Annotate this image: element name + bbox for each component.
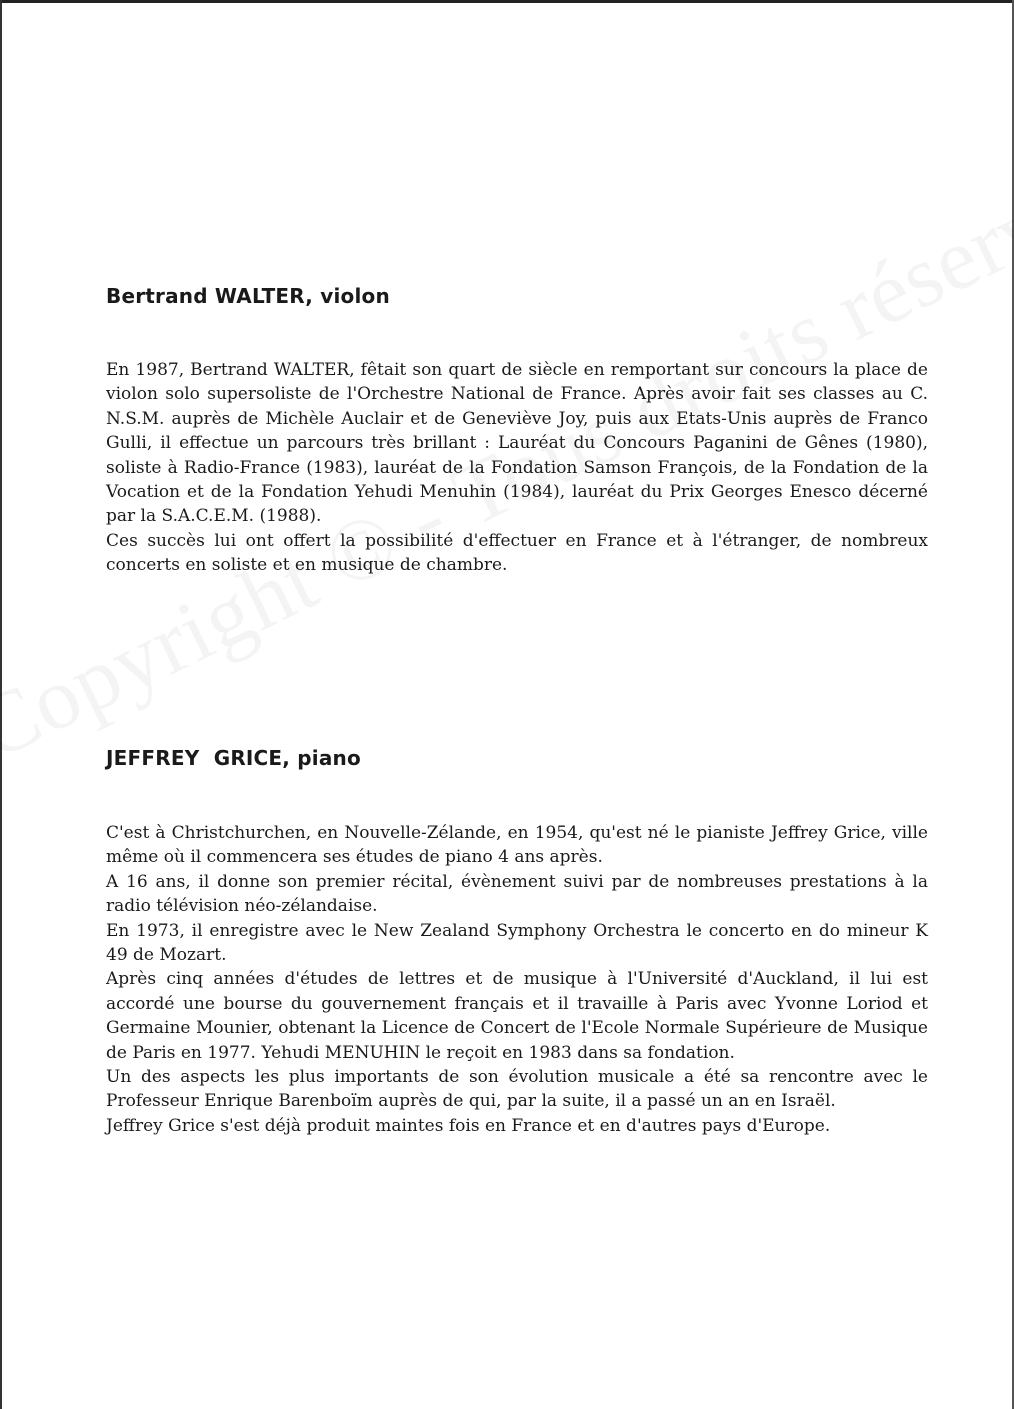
grice-biography — [106, 821, 928, 1138]
page-border-top — [0, 0, 1014, 3]
walter-heading: Bertrand WALTER, violon — [106, 284, 390, 308]
grice-paragraph: Jeffrey Grice s'est déjà produit maintes fois en France et en d'autres pays d'Europe. — [106, 1115, 831, 1136]
grice-paragraph: A 16 ans, il donne son premier récital, évènement suivi par de nombreuses prestations à la radio télévision néo-zélandaise. — [106, 871, 928, 917]
grice-heading: JEFFREY GRICE, piano — [106, 746, 361, 770]
grice-paragraph: En 1973, il enregistre avec le New Zealand Symphony Orchestra le concerto en do mineur K 49 de Mozart. — [106, 920, 928, 966]
walter-biography — [106, 358, 928, 578]
grice-paragraph: Un des aspects les plus importants de son évolution musicale a été sa rencontre avec le Professeur Enrique Barenboïm auprès de qui, par la suite, il a passé un an en Israël. — [106, 1067, 928, 1112]
walter-paragraph: En 1987, Bertrand WALTER, fêtait son quart de siècle en remportant sur concours la place de violon solo supersoliste de l'Orchestre National de France. Après avoir fait ses classes au C. N.S.M. auprès de Michèle Auclair et de Geneviève Joy, puis aux Etats-Unis auprès de Franco Gulli, il effectue un parcours très brillant : Lauréat du Concours Paganini de Gênes (1980), soliste à Radio-France (1983), lauréat de la Fondation Samson François, de la Fondation de la Vocation et de la Fondation Yehudi Menuhin (1984), lauréat du Prix Georges Enesco décerné par la S.A.C.E.M. (1988). — [106, 360, 928, 527]
page-border-left — [0, 0, 2, 1409]
grice-paragraph: Après cinq années d'études de lettres et de musique à l'Université d'Auckland, il lui est accordé une bourse du gouvernement français et il travaille à Paris avec Yvonne Loriod et Germaine Mounier, obtenant la Licence de Concert de l'Ecole Normale Supérieure de Musique de Paris en 1977. Yehudi MENUHIN le reçoit en 1983 dans sa fondation. — [106, 969, 928, 1063]
walter-paragraph: Ces succès lui ont offert la possibilité d'effectuer en France et à l'étranger, de nombreux concerts en soliste et en musique de chambre. — [106, 530, 928, 576]
grice-paragraph: C'est à Christchurchen, en Nouvelle-Zélande, en 1954, qu'est né le pianiste Jeffrey Grice, ville même où il commencera ses études de piano 4 ans après. — [106, 823, 928, 868]
